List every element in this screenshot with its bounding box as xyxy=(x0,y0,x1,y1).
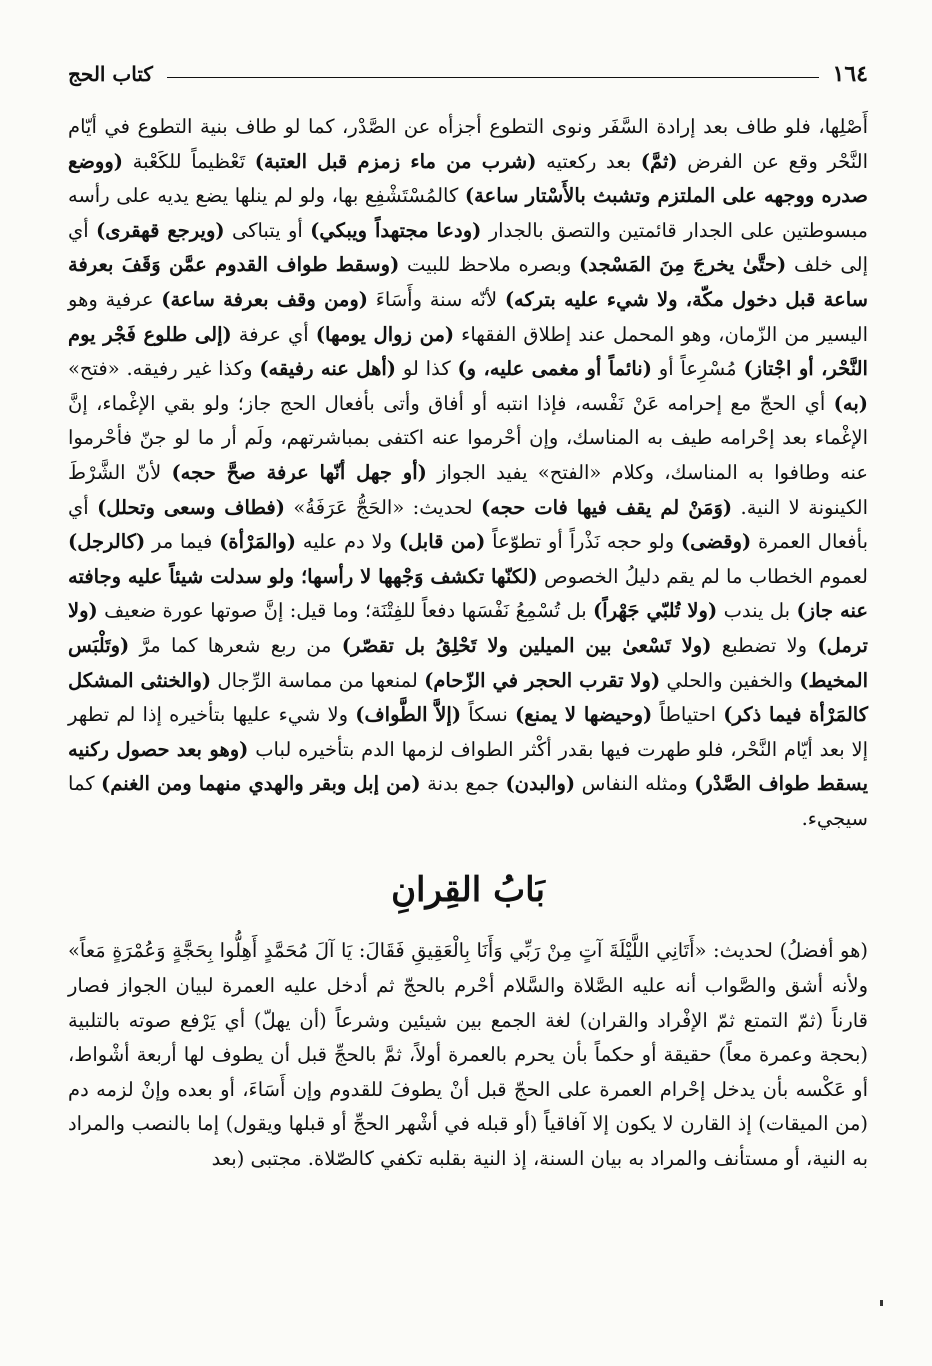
text-run: فيما مر xyxy=(145,530,220,554)
text-run: إذ القارن لا يكون إلا آفاقياً xyxy=(537,1112,759,1136)
text-run: بعد ركعتيه xyxy=(536,149,641,173)
text-run: تَعْظيماً للكَعْبة xyxy=(123,149,255,173)
text-run: عرفية وهو اليسير من الزّمان، وهو المحمل عند إطلاق الفقهاء xyxy=(68,287,868,346)
bold-run: (حتَّىٰ يخرجَ مِنَ المَسْجد) xyxy=(579,253,787,277)
bold-run: (أهل عنه رفيقه) xyxy=(259,357,396,381)
bold-run: (نائماً أو مغمى عليه، و) xyxy=(457,357,652,381)
bold-run: (ولا تَسْعىٰ بين الميلين ولا تَحْلِقُ بل تقصّر) xyxy=(341,633,712,657)
bold-run: (ولا تُلبّي جَهْراً) xyxy=(593,599,718,623)
bold-run: (والبدن) xyxy=(505,772,576,796)
page-header xyxy=(68,56,868,92)
bold-run: (أو قبله في أشْهر الحجِّ أو قبلها ويقول) xyxy=(225,1112,538,1136)
bold-run: (والمَرْأة) xyxy=(219,530,297,554)
chapter-text xyxy=(68,934,868,1176)
text-run: كذا لو xyxy=(396,357,458,381)
text-run: احتياطاً xyxy=(652,703,724,727)
bold-run: (بعد xyxy=(211,1147,245,1171)
paragraph xyxy=(68,934,868,1176)
bold-run: (من الميقات) xyxy=(758,1112,868,1136)
text-run: مُسْرِعاً أو xyxy=(651,357,744,381)
page-number: ١٦٤ xyxy=(832,61,868,87)
bold-run: (ووضع صدره ووجهه على الملتزم وتشبث بالأَسْتار ساعة) xyxy=(68,149,868,208)
text-run: لمنعها من مماسة الرِّجال xyxy=(211,668,425,692)
text-run: وكذا غير رفيقه. «فتح» xyxy=(68,357,260,381)
text-run: وبصره ملاحظ للبيت xyxy=(399,253,579,277)
text-run: حقيقة أو حكماً بأن يحرم بالعمرة أولاً، ثمَّ بالحجِّ قبل أن يطوف لها أربعة أشْواط، أو عَكْسه بأن يدخل إحْرام العمرة على الحجّ قبل أنْ يطوفَ للقدوم وإن أَسَاءَ، أو بعده وإنْ لزمه دم xyxy=(68,1043,868,1101)
bold-run: (ثمَّ) xyxy=(640,149,678,173)
text-run: جمع بدنة xyxy=(420,772,506,796)
text-run: نسكاً xyxy=(461,703,515,727)
text-run: أي إلى خلف xyxy=(68,218,868,277)
bold-run: (شرب من ماء زمزم قبل العتبة) xyxy=(254,149,537,173)
bold-run: (وحيضها لا يمنع) xyxy=(514,703,653,727)
bold-run: (وَمَنْ لم يقف فيها فات حجه) xyxy=(480,495,733,519)
text-run: لغة الجمع بين شيئين وشرعاً xyxy=(326,1008,580,1032)
text-run: ولو حجه نَذْراً أو تطوّعاً xyxy=(485,530,681,554)
text-run: لعموم الخطاب ما لم يقم دليلُ الخصوص xyxy=(537,564,868,588)
text-run: ولا تضطبع xyxy=(711,633,818,657)
text-run: بل يندب xyxy=(717,599,797,623)
text-run: أو يتباكى xyxy=(224,218,311,242)
bold-run: (من إبل وبقر والهدي منهما ومن الغنم) xyxy=(101,772,421,796)
running-title: كتاب الحج xyxy=(68,62,153,86)
bold-run: (وقضى) xyxy=(680,530,752,554)
bold-run: (إلى طلوع فَجْر يوم النَّحْر، أو اجْتاز) xyxy=(68,322,868,381)
bold-run: (من زوال يومها) xyxy=(315,322,455,346)
text-run: أي يَرْفع صوته بالتلبية xyxy=(68,1008,254,1032)
chapter-title: بَابُ القِرانِ xyxy=(391,870,545,911)
bold-run: (لكنّها تكشف وَجْهها لا رأسها؛ ولو سدلت شيئاً عليه وجافته عنه جاز) xyxy=(68,564,869,623)
text-run: لحديث: «أَتَانِي اللَّيْلَةَ آتٍ مِنْ رَبِّي وَأَنَا بِالْعَقِيقِ فَقَالَ: يَا آلَ مُحَمَّدٍ أَهِلُّوا بِحَجَّةٍ وَعُمْرَةٍ مَعاً» ولأنه أشق والصَّواب أنه عليه الصَّلاة والسَّلام أحْرم بالحجّ ثم أدخل عليه العمرة لبيان الجواز فصار قارناً xyxy=(68,939,868,1032)
bold-run: (والخنثى المشكل كالمَرْأة فيما ذكر) xyxy=(68,668,869,727)
text-run: ولا شيء عليها بتأخيره إذا لم تطهر إلا بعد أيّام النَّحْر، فلو طهرت فيها بقدر أكْثر الطواف لزمها الدم بتأخيره لباب xyxy=(68,703,868,761)
body-text xyxy=(68,110,868,836)
bold-run: (من قابل) xyxy=(398,530,486,554)
bold-run: (هو أفضلُ) xyxy=(779,939,868,963)
text-run: لأنّ الشَّرْطَ الكينونة لا النية. xyxy=(68,460,868,519)
text-run: كما سيجيء. xyxy=(68,772,868,830)
text-run: إما بالنصب والمراد به النية، أو مستأنف والمراد به بيان السنة، إذ النية بقلبه تكفي كالصّلاة. مجتبى xyxy=(68,1112,868,1171)
header-rule xyxy=(167,77,819,78)
bold-run: (به) xyxy=(833,391,868,415)
bold-run: (ومن وقف بعرفة ساعة) xyxy=(161,287,368,311)
text-run: ومثله النفاس xyxy=(575,772,695,796)
bold-run: (إلاَّ الطَّواف) xyxy=(355,703,462,727)
bold-run: (أو جهل أنّها عرفة صحَّ حجه) xyxy=(171,460,427,484)
bold-run: (وهو بعد حصول ركنيه يسقط طواف الصَّدْر) xyxy=(68,737,868,796)
bold-run: (وسقط طواف القدوم عمَّن وَقَفَ بعرفة ساعة قبل دخول مكّة، ولا شيء عليه بتركه) xyxy=(68,253,868,311)
text-run: من ربع شعرها كما مرَّ xyxy=(129,633,342,657)
page xyxy=(68,56,868,1196)
paragraph xyxy=(68,110,868,836)
bold-run: (أن يهلّ) xyxy=(253,1008,327,1032)
bold-run: (ثمّ التمتع ثمّ الإفْراد والقران) xyxy=(579,1008,824,1032)
bold-run: (بحجة وعمرة معاً) xyxy=(718,1043,869,1067)
text-run: والخفين والحلي xyxy=(660,668,800,692)
text-run: أَصْلِها، فلو طاف بعد إرادة السَّفَر ونوى التطوع أجزأه عن الصَّدْر، كما لو طاف بنية التطوع في أيّام النَّحْر وقع عن الفرض xyxy=(68,115,868,173)
text-run: لحديث: «الحَجُّ عَرَفَةُ» xyxy=(284,495,481,519)
text-run: أي الحجّ مع إحرامه عَنْ نَفْسه، فإذا انتبه أو أفاق وأتى بأفعال الحج جاز؛ ولو بقي الإغْماء، إنَّ الإغْماء بعد إحْرامه طيف به المناسك، وإن أحْرموا عنه اكتفى بمباشرتهم، ولَم أر ما لو جنّ فأحْرموا عنه وطافوا به المناسك، وكلام «الفتح» يفيد الجواز xyxy=(68,391,868,484)
text-run: بل تُسْمِعُ نَفْسَها دفعاً للفِتْنَة؛ وما قيل: إنَّ صوتها عورة ضعيف xyxy=(97,599,594,623)
bold-run: (ويرجع قهقرى) xyxy=(96,218,225,242)
bold-run: (ولا ترمل) xyxy=(68,599,868,657)
text-run: أي عرفة xyxy=(231,322,316,346)
bold-run: (كالرجل) xyxy=(68,530,146,554)
bold-run: (ودعا مجتهداً ويبكي) xyxy=(310,218,482,242)
stray-mark xyxy=(880,1300,883,1306)
text-run: أي بأفعال العمرة xyxy=(68,495,868,554)
text-run: لأنّه سنة وأَسَاءَ xyxy=(368,287,505,311)
text-run: كالمُسْتَشْفِع بها، ولو لم ينلها يضع يديه على رأسه مبسوطتين على الجدار قائمتين والتصق بالجدار xyxy=(68,184,868,242)
bold-run: (وتَلْبَس المخيط) xyxy=(68,633,869,692)
bold-run: (ولا تقرب الحجر في الزّحام) xyxy=(424,668,661,692)
text-run: ولا دم عليه xyxy=(296,530,399,554)
bold-run: (فطاف وسعى وتحلل) xyxy=(97,495,285,519)
